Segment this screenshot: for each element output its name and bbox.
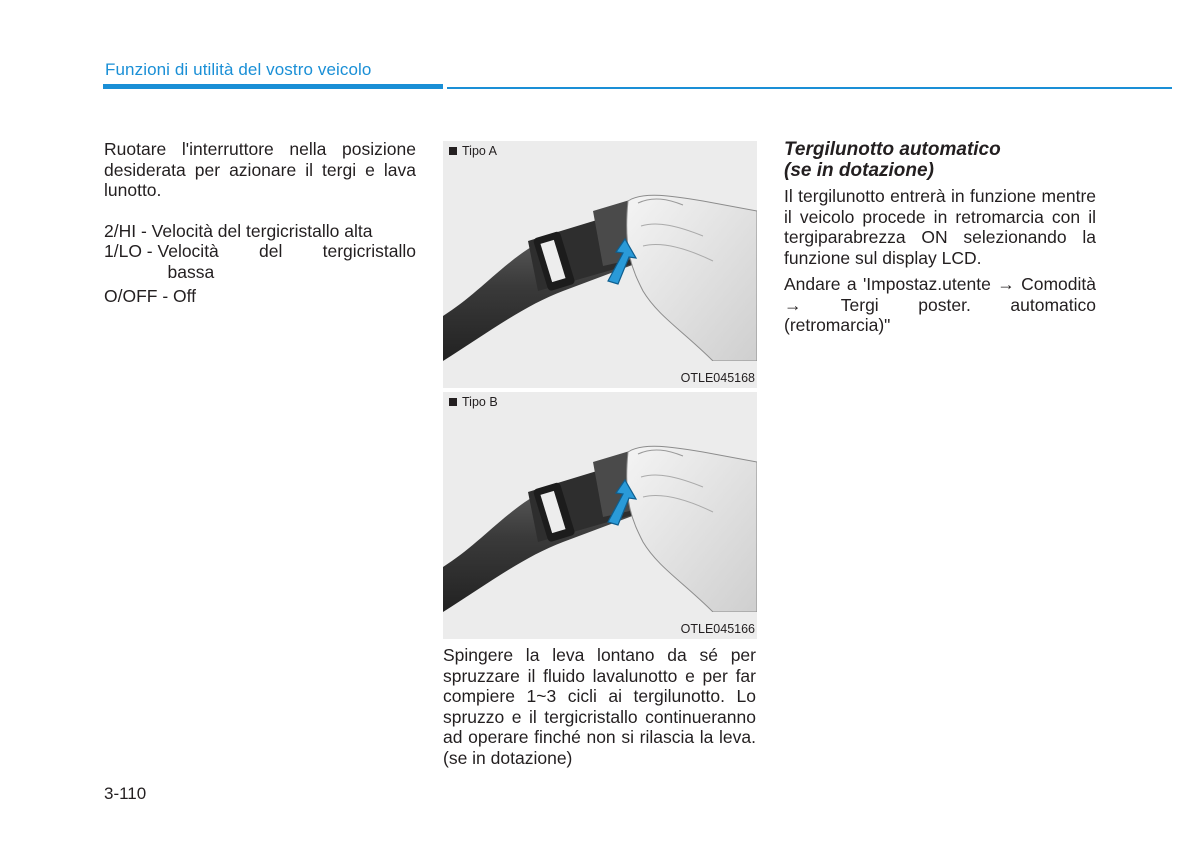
figure-code: OTLE045166: [680, 622, 755, 636]
square-bullet-icon: [449, 147, 457, 155]
figure-code: OTLE045168: [680, 371, 755, 385]
figure-label-text: Tipo A: [462, 144, 497, 158]
right-column: [784, 139, 1096, 336]
section-title: Funzioni di utilità del vostro veicolo: [105, 60, 372, 79]
mode-lo-word: del: [259, 241, 283, 261]
header-rule-thick: [103, 84, 443, 89]
figure-label: [449, 395, 498, 409]
section-heading: [784, 139, 1096, 181]
wiper-lever-illustration: [443, 141, 757, 361]
section-heading-line: Tergilunotto automatico: [784, 139, 1001, 160]
mode-hi: 2/HI - Velocità del tergicristallo alta: [104, 220, 373, 241]
mode-lo-code: 1/LO -: [104, 241, 158, 261]
settings-path-paragraph: Andare a 'Impostaz.utente → Comodità → Tergi poster. automatico (retromarcia)": [784, 274, 1096, 335]
mode-lo: [104, 241, 416, 282]
figure-label: [449, 144, 497, 158]
header-rule-thin: [447, 87, 1172, 89]
section-heading-line: (se in dotazione): [784, 160, 934, 181]
mode-lo-word: Velocità: [157, 241, 219, 261]
square-bullet-icon: [449, 398, 457, 406]
figure-tipo-a: [443, 141, 757, 388]
washer-paragraph: Spingere la leva lontano da sé per spruzzare il fluido lavalunotto e per far compiere 1~3 cicli ai tergilunotto. Lo spruzzo e il tergicristallo continueranno ad operare finché non si rilascia la leva. (se in dotazione): [443, 645, 756, 768]
intro-paragraph: Ruotare l'interruttore nella posizione desiderata per azionare il tergi e lava lunotto.: [104, 139, 416, 200]
auto-wiper-paragraph: Il tergilunotto entrerà in funzione mentre il veicolo procede in retromarcia con il tergiparabrezza ON selezionando la funzione sul display LCD.: [784, 186, 1096, 268]
mode-off: O/OFF - Off: [104, 286, 197, 306]
mode-lo-word: tergicristallo: [322, 241, 416, 261]
left-column: [104, 139, 416, 307]
figure-tipo-b: [443, 392, 757, 639]
figure-label-text: Tipo B: [462, 395, 498, 409]
mode-lo-word: bassa: [167, 261, 215, 282]
wiper-lever-illustration: [443, 392, 757, 612]
mode-lo-description: [158, 241, 417, 282]
page-number: 3-110: [104, 784, 147, 803]
